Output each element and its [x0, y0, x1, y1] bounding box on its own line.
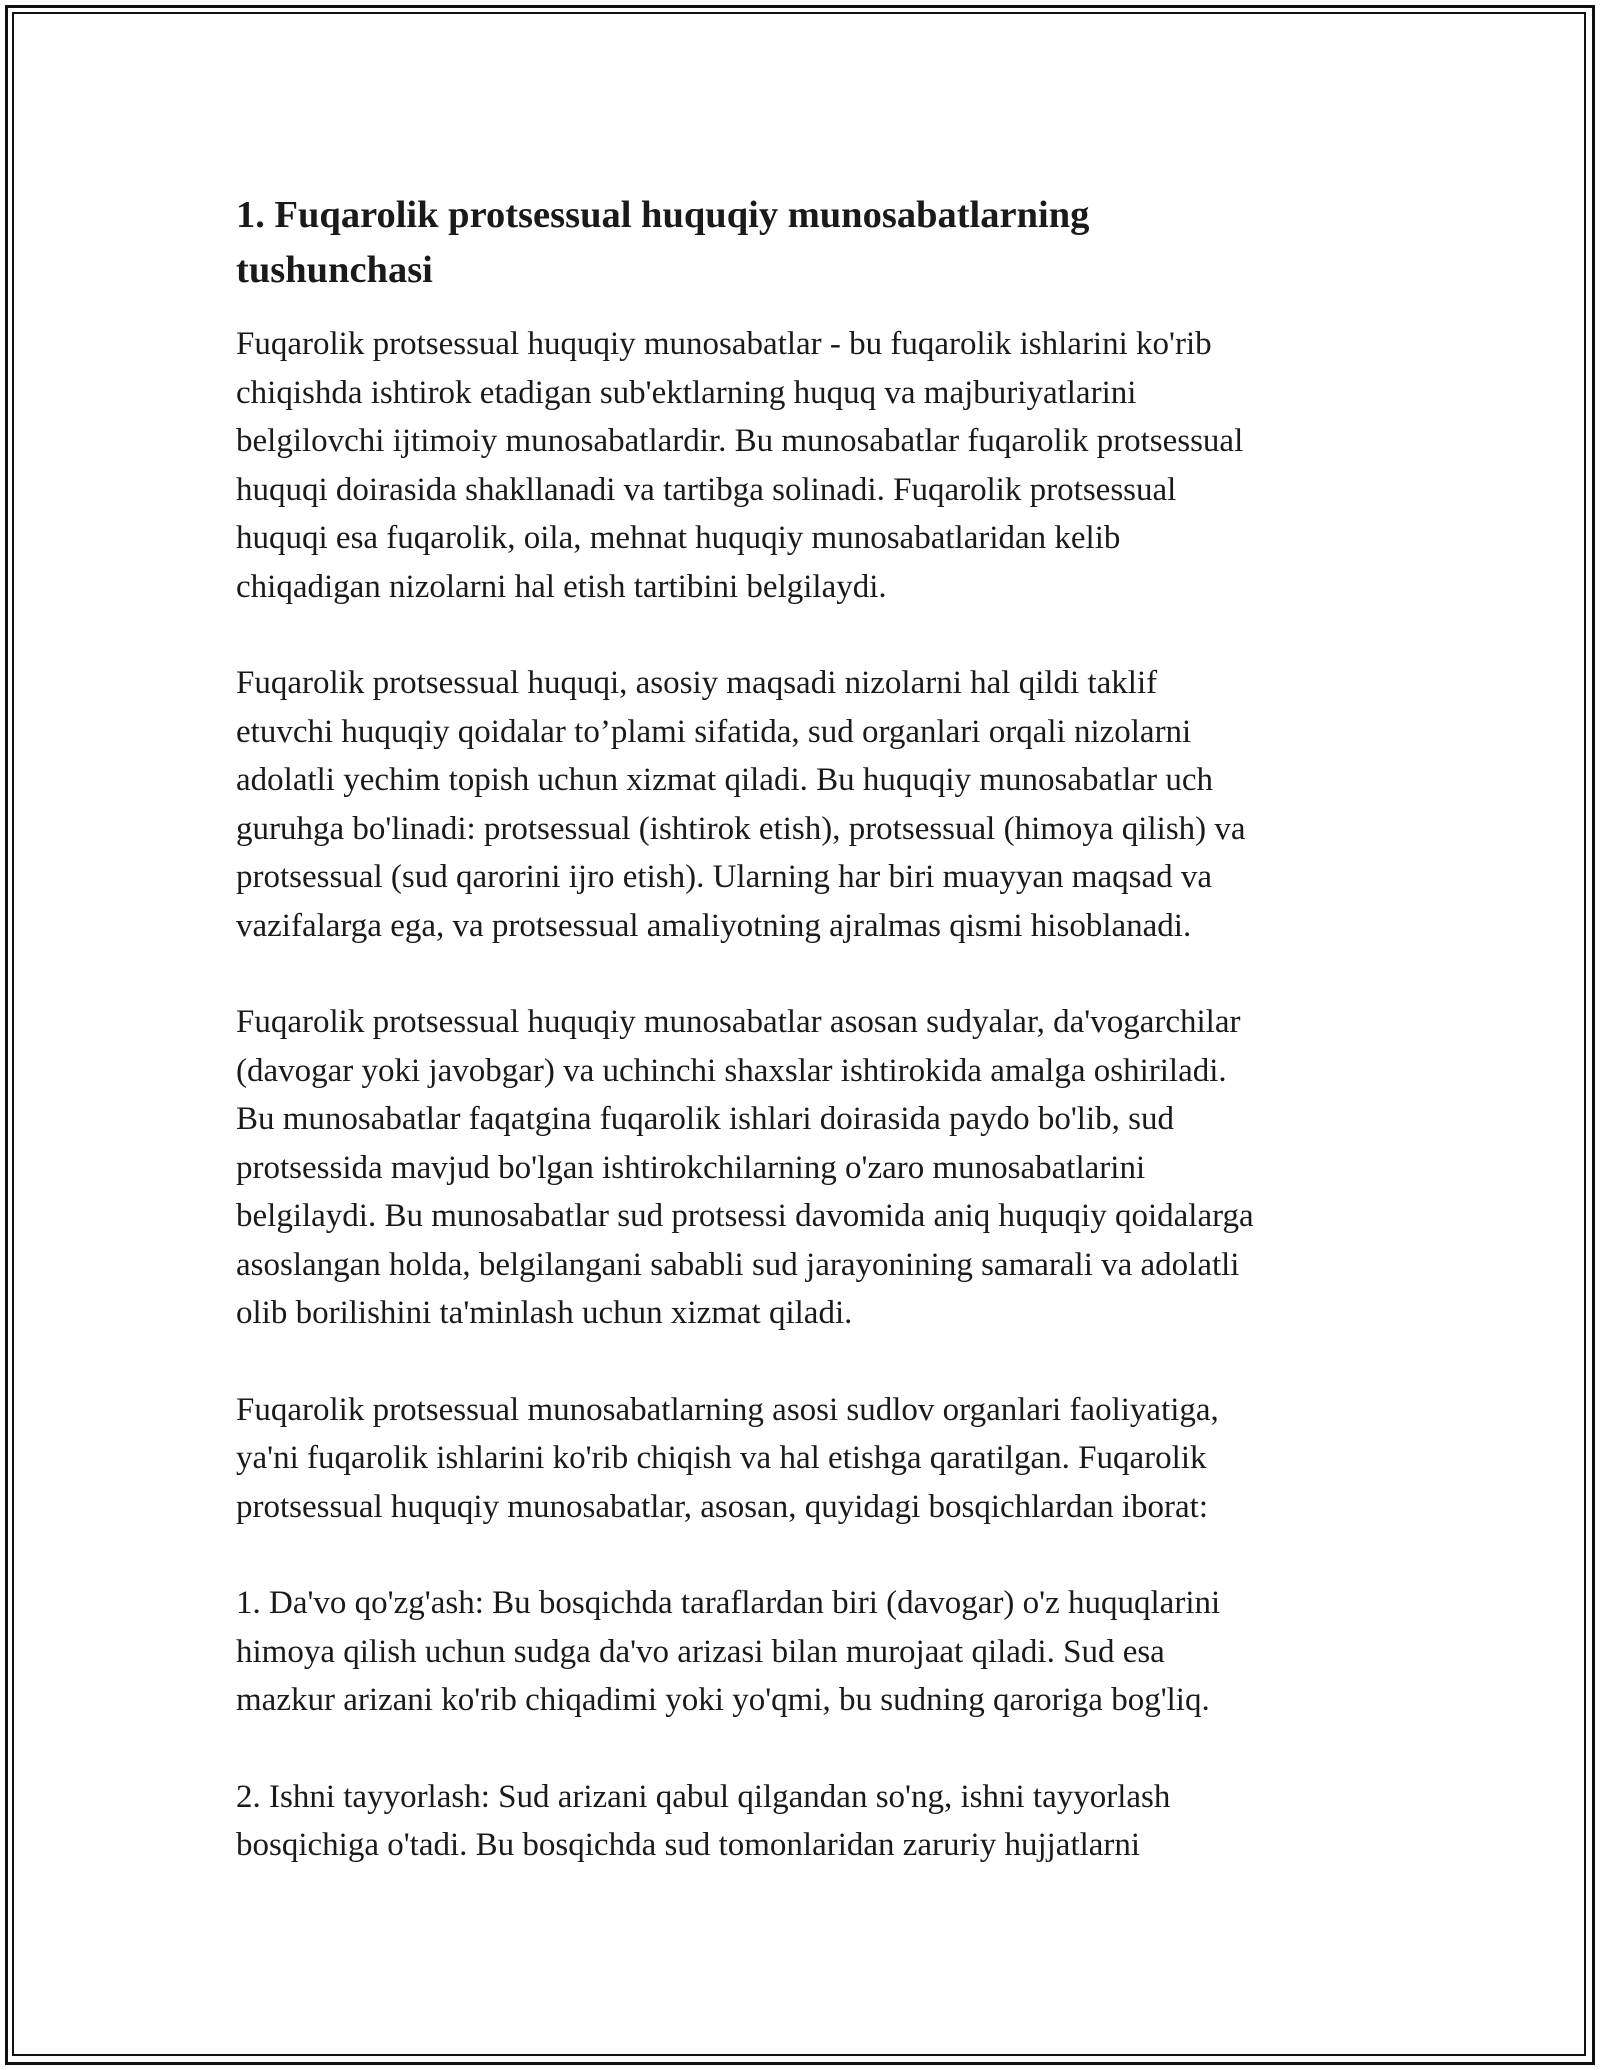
text-line: belgilaydi. Bu munosabatlar sud protsessi davomida aniq huquqiy qoidalarga — [236, 1198, 1254, 1234]
text-line: olib borilishini ta'minlash uchun xizmat qiladi. — [236, 1295, 853, 1331]
text-line: 1. Da'vo qo'zg'ash: Bu bosqichda taraflardan biri (davogar) o'z huquqlarini — [236, 1585, 1221, 1621]
text-line: Fuqarolik protsessual munosabatlarning asosi sudlov organlari faoliyatiga, — [236, 1391, 1219, 1428]
text-line: asoslangan holda, belgilangani sababli sud jarayonining samarali va adolatli — [236, 1246, 1240, 1283]
paragraph-purpose — [236, 659, 1396, 950]
document-body — [236, 188, 1396, 1918]
paragraph-stage-2 — [236, 1773, 1396, 1870]
text-line: Bu munosabatlar faqatgina fuqarolik ishlari doirasida paydo bo'lib, sud — [236, 1101, 1174, 1137]
document-title — [236, 188, 1396, 298]
text-line: mazkur arizani ko'rib chiqadimi yoki yo'qmi, bu sudning qaroriga bog'liq. — [236, 1682, 1210, 1718]
text-line: etuvchi huquqiy qoidalar to’plami sifatida, sud organlari orqali nizolarni — [236, 713, 1192, 750]
text-line: Fuqarolik protsessual huquqi, asosiy maqsadi nizolarni hal qildi taklif — [236, 665, 1158, 701]
text-line: (davogar yoki javobgar) va uchinchi shaxslar ishtirokida amalga oshiriladi. — [236, 1052, 1227, 1089]
text-line: protsessida mavjud bo'lgan ishtirokchilarning o'zaro munosabatlarini — [236, 1149, 1146, 1186]
text-line: huquqi doirasida shakllanadi va tartibga solinadi. Fuqarolik protsessual — [236, 471, 1177, 508]
text-line: bosqichiga o'tadi. Bu bosqichda sud tomonlaridan zaruriy hujjatlarni — [236, 1827, 1141, 1863]
text-line: vazifalarga ega, va protsessual amaliyotning ajralmas qismi hisoblanadi. — [236, 907, 1192, 944]
text-line: himoya qilish uchun sudga da'vo arizasi bilan murojaat qiladi. Sud esa — [236, 1633, 1165, 1670]
text-line: chiqishda ishtirok etadigan sub'ektlarning huquq va majburiyatlarini — [236, 374, 1137, 411]
text-line: protsessual huquqiy munosabatlar, asosan, quyidagi bosqichlardan iborat: — [236, 1488, 1208, 1525]
text-line: Fuqarolik protsessual huquqiy munosabatlar - bu fuqarolik ishlarini ko'rib — [236, 326, 1212, 362]
title-line: 1. Fuqarolik protsessual huquqiy munosabatlarning — [236, 194, 1090, 236]
paragraph-stages-intro — [236, 1386, 1396, 1532]
text-line: guruhga bo'linadi: protsessual (ishtirok etish), protsessual (himoya qilish) va — [236, 810, 1246, 847]
paragraph-definition — [236, 320, 1396, 611]
paragraph-participants — [236, 998, 1396, 1338]
title-line: tushunchasi — [236, 249, 433, 291]
text-line: belgilovchi ijtimoiy munosabatlardir. Bu munosabatlar fuqarolik protsessual — [236, 423, 1244, 459]
paragraph-stage-1 — [236, 1579, 1396, 1725]
text-line: protsessual (sud qarorini ijro etish). Ularning har biri muayyan maqsad va — [236, 859, 1213, 895]
text-line: adolatli yechim topish uchun xizmat qiladi. Bu huquqiy munosabatlar uch — [236, 762, 1213, 798]
text-line: chiqadigan nizolarni hal etish tartibini belgilaydi. — [236, 568, 887, 605]
text-line: 2. Ishni tayyorlash: Sud arizani qabul qilgandan so'ng, ishni tayyorlash — [236, 1778, 1171, 1815]
text-line: ya'ni fuqarolik ishlarini ko'rib chiqish va hal etishga qaratilgan. Fuqarolik — [236, 1440, 1207, 1476]
text-line: huquqi esa fuqarolik, oila, mehnat huquqiy munosabatlaridan kelib — [236, 520, 1121, 556]
text-line: Fuqarolik protsessual huquqiy munosabatlar asosan sudyalar, da'vogarchilar — [236, 1004, 1241, 1040]
